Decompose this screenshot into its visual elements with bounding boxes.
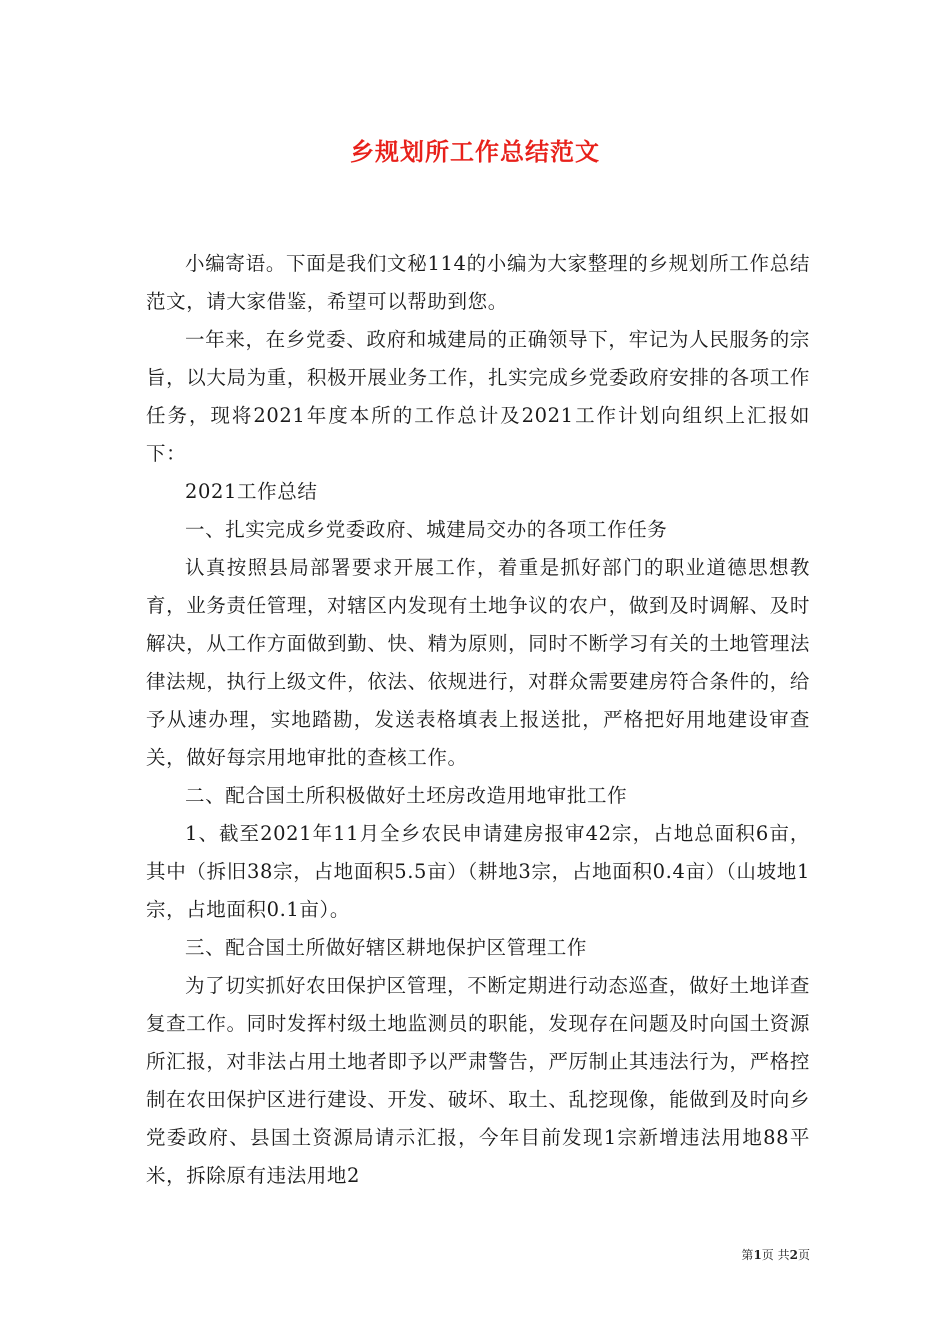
page-footer: [741, 1246, 810, 1263]
paragraph-intro: 小编寄语。下面是我们文秘114的小编为大家整理的乡规划所工作总结范文，请大家借鉴，希望可以帮助到您。: [146, 252, 810, 313]
paragraph-section-2: 1、截至2021年11月全乡农民申请建房报审42宗，占地总面积6亩，其中（拆旧38宗，占地面积5.5亩）（耕地3宗，占地面积0.4亩）（山坡地1宗，占地面积0.1亩）。: [146, 822, 810, 921]
document-title: 乡规划所工作总结范文: [350, 138, 600, 166]
section-heading-summary: 2021工作总结: [185, 480, 318, 503]
paragraph-section-1: 认真按照县局部署要求开展工作，着重是抓好部门的职业道德思想教育，业务责任管理，对辖区内发现有土地争议的农户，做到及时调解、及时解决，从工作方面做到勤、快、精为原则，同时不断学习有关的土地管理法律法规，执行上级文件，依法、依规进行，对群众需要建房符合条件的，给予从速办理，实地踏勘，发送表格填表上报送批，严格把好用地建设审查关，做好每宗用地审批的查核工作。: [146, 556, 810, 769]
document-body: [146, 245, 810, 1195]
section-heading-3: 三、配合国土所做好辖区耕地保护区管理工作: [185, 936, 588, 959]
footer-prefix: 第: [741, 1248, 754, 1262]
section-heading-1: 一、扎实完成乡党委政府、城建局交办的各项工作任务: [185, 518, 668, 541]
paragraph-overview: 一年来，在乡党委、政府和城建局的正确领导下，牢记为人民服务的宗旨，以大局为重，积极开展业务工作，扎实完成乡党委政府安排的各项工作任务，现将2021年度本所的工作总计及2021工作计划向组织上汇报如下：: [146, 328, 810, 465]
footer-total-pages: 2: [789, 1248, 798, 1262]
paragraph-section-3: 为了切实抓好农田保护区管理，不断定期进行动态巡查，做好土地详查复查工作。同时发挥村级土地监测员的职能，发现存在问题及时向国土资源所汇报，对非法占用土地者即予以严肃警告，严厉制止其违法行为，严格控制在农田保护区进行建设、开发、破坏、取土、乱挖现像，能做到及时向乡党委政府、县国土资源局请示汇报，今年目前发现1宗新增违法用地88平米，拆除原有违法用地2: [146, 974, 810, 1187]
footer-suffix: 页: [797, 1248, 810, 1262]
section-heading-2: 二、配合国土所积极做好土坯房改造用地审批工作: [185, 784, 628, 807]
footer-middle: 页 共: [761, 1248, 790, 1262]
footer-current-page: 1: [753, 1248, 762, 1262]
